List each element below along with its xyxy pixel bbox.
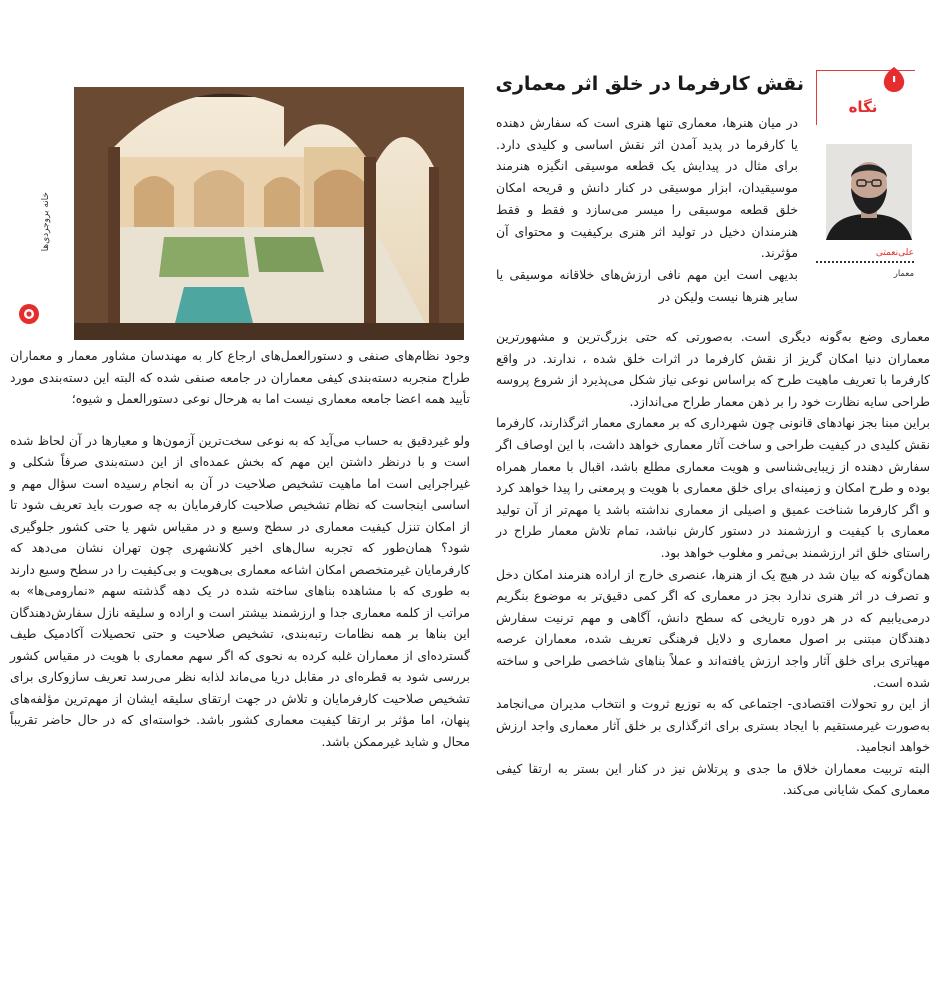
author-role: معمار — [893, 269, 914, 279]
author-portrait — [826, 144, 912, 240]
photo-credit — [16, 92, 51, 307]
article-right-column — [496, 112, 798, 307]
paragraph: ولو غیردقیق به حساب می‌آید که به نوعی سخت‌ترین آزمون‌ها و معیارها در آن لحاظ شده است و با درنظر داشتن این مهم که بخش عمده‌ای از این دسته‌بندی صرفاً شکلی و غیراجرایی است اما ماهیت تشخیص صلاحیت در آن به انجام رسیده است سؤال مهم و اساسی اینجاست که نظام تشخیص صلاحیت کارفرمایان به چه صورت باید تعریف شود تا از امکان تنزل کیفیت معماری در سطح وسیع و در مقیاس شهر یا حتی کشور جلوگیری شود؟ همان‌طور که تجربه سال‌های اخیر کلانشهری چون تهران نشان می‌دهد که کارفرمایان غیرمتخصص امکان اشاعه معماری بی‌هویت و بی‌کیفیت را در سطح وسیع دارند به طوری که با مشاهده بناهای ساخته شده در یک دهه گذشته سهم «نمارومی‌ها» به مراتب از کلمه معماری جدا و ارزشمند بیشتر است و اراده و سلیقه نازل سفارش‌دهندگان این بناها بر همه نظامات رتبه‌بندی، تشخیص صلاحیت و حتی تحصیلات آکادمیک طیف گسترده‌ای از معماران غلبه کرده به نحوی که اگر سهم معماری با هویت در مقیاس کشور بررسی شود به قطره‌ای در مقابل دریا می‌ماند لذابه نظر می‌رسد تعریف سازوکاری برای تشخیص صلاحیت کارفرمایان و تلاش در جهت ارتقای سلیقه ایشان از مهم‌ترین مؤلفه‌های پنهان، اما مؤثر بر ارتقا کیفیت معماری کشور باشد. خواسته‌ای که در حال حاضر تقریباً محال و شاید غیرممکن باشد. — [10, 432, 470, 749]
article-headline: نقش کارفرما در خلق اثر معماری — [495, 73, 804, 95]
article-left-column — [10, 345, 470, 752]
author-sidebar — [814, 64, 932, 324]
article-photo — [74, 87, 464, 340]
article-wide-column — [496, 326, 930, 801]
paragraph: در میان هنرها، معماری تنها هنری است که سفارش دهنده یا کارفرما در پدید آمدن اثر نقش اساسی و کلیدی دارد. برای مثال در پیدایش یک قطعه موسیقی انگیزه هنرمند موسیقیدان، ابزار موسیقی در کنار دانش و قریحه امکان خلق قطعه موسیقی را میسر می‌سازد و فقط و فقط هنرمندان دخیل در تولید اثر هنری برکیفیت و محتوای آن مؤثرند. — [496, 115, 798, 261]
author-name: علی‌نعمتی — [875, 248, 914, 258]
paragraph: براین مبنا بجز نهادهای قانونی چون شهرداری که بر معماری معمار اثرگذارند، کارفرما نقش کلیدی در کیفیت طراحی و ساخت آثار معماری خواهد داشت، با این اوصاف اگر سفارش دهنده از زیبایی‌شناسی و هویت معماری مطلع باشد، اقبال با معمار همراه بوده و طرح امکان و زمینه‌ای برای خلق معماری با هویت و پرمعنی را پیدا خواهد کرد و اگر کارفرما شناخت عمیق و اصیلی از معماری نداشته باشد یا مهم‌تر از آن تولید معماری با کیفیت و ارزشمند در دستور کارش نباشد، تمام تلاش معمار طراح در راستای خلق اثر ارزشمند بی‌ثمر و مغلوب خواهد بود. — [496, 415, 930, 560]
paragraph: وجود نظام‌های صنفی و دستورالعمل‌های ارجاع کار به مهندسان مشاور معمار و معماران طراح منجربه دسته‌بندی کیفی معماران در جامعه صنفی شده که البته این دسته‌بندی مورد تأیید همه اعضا جامعه معماری نیست اما به هرحال نوعی دستورالعمل و شیوه؛ — [10, 348, 470, 406]
section-title: نگاه — [848, 98, 878, 116]
paragraph: همان‌گونه که بیان شد در هیچ یک از هنرها، عنصری خارج از اراده هنرمند امکان دخل و تصرف در اثر هنری ندارد بجز در معماری که اگر کمی دقیق‌تر به موضوع بنگریم درمی‌یابیم که در هر دوره تاریخی که سطح دانش، آگاهی و مهم ترنیت سفارش دهندگان مبتنی بر اصول معماری و دلایل فرهنگی تعریف شده، معماران عرصه مهیاتری برای خلق آثار واجد ارزش یافته‌اند و عملاً بناهای شاخصی طراحی و ساخته شده است. — [496, 566, 930, 690]
paragraph: معماری وضع به‌گونه دیگری است. به‌صورتی که حتی بزرگ‌ترین و مشهورترین معماران دنیا امکان گریز از نقش کارفرما در اثرات خلق شده ، ندارند. در واقع کارفرما با تعریف ماهیت طرح که براساس نوعی نیاز شکل می‌پذیرد از شروع پروسه طراحی سایه نظارت خود را بر ذهن معمار طراح می‌اندازد. — [496, 329, 930, 409]
paragraph: البته تربیت معماران خلاق ما جدی و پرتلاش نیز در کنار این بستر به ارتقا کیفی معماری کمک شایانی می‌کند. — [496, 760, 930, 798]
dotted-divider — [816, 261, 914, 263]
paragraph-gap — [10, 410, 470, 430]
camera-icon — [18, 303, 40, 325]
photo-credit-text: خانه بروجردی‌ها — [41, 192, 51, 252]
paragraph: بدیهی است این مهم نافی ارزش‌های خلاقانه موسیقی یا سایر هنرها نیست ولیکن در — [496, 266, 798, 304]
paragraph: از این رو تحولات اقتصادی- اجتماعی که به توزیع ثروت و انتخاب مدیران می‌انجامد به‌صورت غیرمستقیم با ایجاد بستری برای اثرگذاری بر خلق آثار معماری واجد ارزش خواهد انجامید. — [496, 696, 930, 755]
section-logo-icon — [878, 64, 910, 96]
